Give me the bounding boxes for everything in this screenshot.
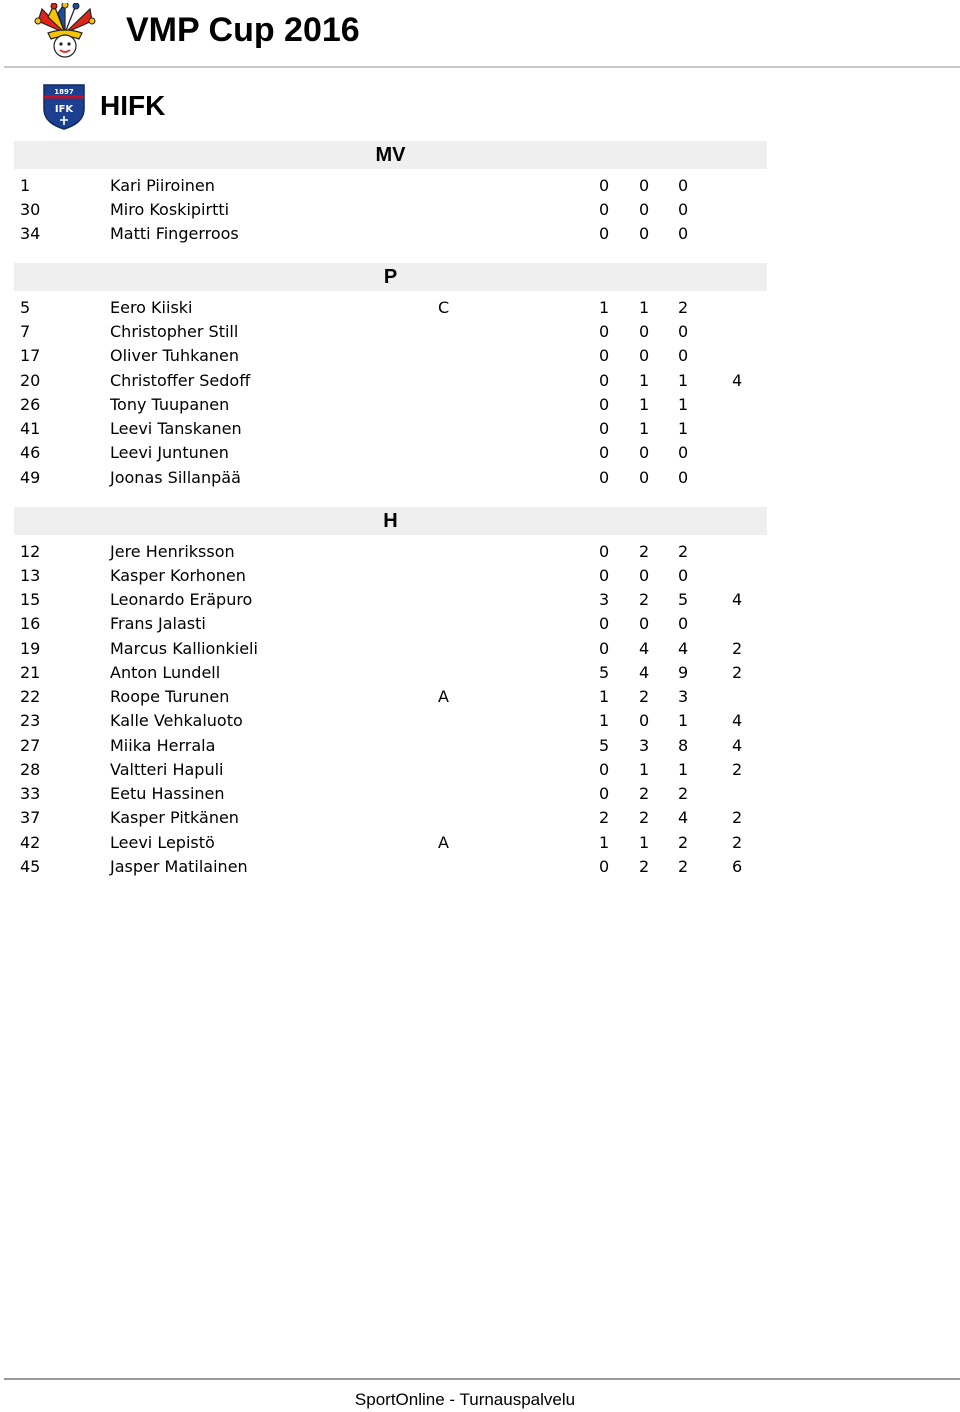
player-assists: 0	[639, 614, 650, 633]
player-number: 45	[20, 857, 41, 876]
player-penalty-minutes: 2	[732, 833, 743, 852]
player-number: 1	[20, 176, 31, 195]
player-penalty-minutes: 6	[732, 857, 743, 876]
table-row	[0, 661, 960, 685]
player-number: 19	[20, 639, 41, 658]
player-goals: 5	[599, 663, 610, 682]
table-row	[0, 441, 960, 465]
table-row	[0, 637, 960, 661]
page-header	[0, 0, 960, 66]
player-points: 2	[678, 833, 689, 852]
player-number: 26	[20, 395, 41, 414]
player-points: 1	[678, 371, 689, 390]
player-name: Leevi Juntunen	[110, 443, 229, 462]
player-assists: 2	[639, 857, 650, 876]
page-title: VMP Cup 2016	[126, 11, 360, 49]
player-goals: 0	[599, 176, 610, 195]
player-goals: 0	[599, 346, 610, 365]
player-goals: 0	[599, 200, 610, 219]
player-points: 8	[678, 736, 689, 755]
table-row	[0, 320, 960, 344]
player-number: 28	[20, 760, 41, 779]
player-goals: 5	[599, 736, 610, 755]
player-assists: 2	[639, 808, 650, 827]
player-name: Roope Turunen	[110, 687, 230, 706]
player-goals: 0	[599, 371, 610, 390]
player-goals: 0	[599, 468, 610, 487]
table-row	[0, 564, 960, 588]
table-row	[0, 344, 960, 368]
player-goals: 1	[599, 833, 610, 852]
player-points: 4	[678, 808, 689, 827]
table-row	[0, 540, 960, 564]
player-name: Eetu Hassinen	[110, 784, 225, 803]
player-name: Christopher Still	[110, 322, 239, 341]
team-name: HIFK	[100, 90, 166, 121]
player-penalty-minutes: 2	[732, 808, 743, 827]
player-penalty-minutes: 2	[732, 663, 743, 682]
player-name: Leonardo Eräpuro	[110, 590, 253, 609]
table-row	[0, 588, 960, 612]
player-number: 33	[20, 784, 41, 803]
player-points: 2	[678, 857, 689, 876]
footer-text: SportOnline - Turnauspalvelu	[354, 1390, 576, 1409]
player-name: Marcus Kallionkieli	[110, 639, 258, 658]
player-penalty-minutes: 4	[732, 736, 743, 755]
player-points: 0	[678, 322, 689, 341]
player-number: 7	[20, 322, 31, 341]
player-number: 37	[20, 808, 41, 827]
player-name: Jasper Matilainen	[110, 857, 248, 876]
player-name: Christoffer Sedoff	[110, 371, 251, 390]
player-goals: 0	[599, 419, 610, 438]
svg-text:IFK: IFK	[54, 104, 74, 115]
table-row	[0, 466, 960, 490]
player-points: 0	[678, 224, 689, 243]
table-row	[0, 806, 960, 830]
player-number: 15	[20, 590, 41, 609]
player-number: 27	[20, 736, 41, 755]
player-goals: 0	[599, 224, 610, 243]
player-number: 42	[20, 833, 41, 852]
player-number: 16	[20, 614, 41, 633]
player-points: 0	[678, 443, 689, 462]
table-row	[0, 855, 960, 879]
table-row	[0, 612, 960, 636]
player-number: 12	[20, 542, 41, 561]
player-name: Miro Koskipirtti	[110, 200, 230, 219]
player-points: 0	[678, 176, 689, 195]
player-assists: 3	[639, 736, 650, 755]
player-points: 0	[678, 468, 689, 487]
player-assists: 1	[639, 833, 650, 852]
player-assists: 2	[639, 784, 650, 803]
player-points: 0	[678, 614, 689, 633]
svg-text:1897: 1897	[54, 88, 74, 96]
player-penalty-minutes: 4	[732, 590, 743, 609]
player-assists: 0	[639, 711, 650, 730]
player-role: A	[438, 687, 449, 706]
player-assists: 1	[639, 298, 650, 317]
player-name: Joonas Sillanpää	[110, 468, 241, 487]
player-name: Kasper Korhonen	[110, 566, 246, 585]
player-name: Valtteri Hapuli	[110, 760, 224, 779]
header-divider	[4, 66, 960, 68]
player-number: 30	[20, 200, 41, 219]
player-goals: 2	[599, 808, 610, 827]
player-assists: 1	[639, 419, 650, 438]
table-row	[0, 417, 960, 441]
table-row	[0, 734, 960, 758]
player-goals: 0	[599, 784, 610, 803]
player-name: Kalle Vehkaluoto	[110, 711, 243, 730]
player-goals: 0	[599, 322, 610, 341]
player-name: Leevi Tanskanen	[110, 419, 242, 438]
player-points: 4	[678, 639, 689, 658]
player-name: Kasper Pitkänen	[110, 808, 239, 827]
player-number: 17	[20, 346, 41, 365]
player-goals: 1	[599, 298, 610, 317]
footer-divider	[4, 1378, 960, 1380]
table-row	[0, 709, 960, 733]
player-goals: 0	[599, 760, 610, 779]
player-points: 1	[678, 419, 689, 438]
player-goals: 1	[599, 687, 610, 706]
player-points: 0	[678, 346, 689, 365]
player-number: 49	[20, 468, 41, 487]
table-row	[0, 782, 960, 806]
player-goals: 0	[599, 566, 610, 585]
player-number: 34	[20, 224, 41, 243]
player-name: Kari Piiroinen	[110, 176, 215, 195]
player-number: 46	[20, 443, 41, 462]
jester-logo-icon	[34, 3, 96, 59]
player-assists: 0	[639, 468, 650, 487]
player-goals: 0	[599, 443, 610, 462]
player-points: 0	[678, 566, 689, 585]
player-assists: 0	[639, 224, 650, 243]
player-number: 23	[20, 711, 41, 730]
player-number: 41	[20, 419, 41, 438]
player-goals: 0	[599, 395, 610, 414]
player-name: Miika Herrala	[110, 736, 216, 755]
section-header-forwards: H	[14, 507, 767, 535]
player-name: Leevi Lepistö	[110, 833, 215, 852]
player-assists: 0	[639, 322, 650, 341]
player-number: 13	[20, 566, 41, 585]
player-points: 2	[678, 542, 689, 561]
table-row	[0, 831, 960, 855]
player-goals: 0	[599, 639, 610, 658]
table-row	[0, 685, 960, 709]
section-header-defense: P	[14, 263, 767, 291]
player-points: 1	[678, 395, 689, 414]
hifk-crest-icon	[40, 81, 88, 131]
player-points: 3	[678, 687, 689, 706]
player-assists: 0	[639, 346, 650, 365]
player-assists: 0	[639, 566, 650, 585]
table-row	[0, 296, 960, 320]
player-assists: 0	[639, 200, 650, 219]
player-name: Oliver Tuhkanen	[110, 346, 239, 365]
section-header-goalies: MV	[14, 141, 767, 169]
player-assists: 2	[639, 590, 650, 609]
player-assists: 1	[639, 760, 650, 779]
player-name: Eero Kiiski	[110, 298, 193, 317]
player-penalty-minutes: 2	[732, 760, 743, 779]
player-goals: 0	[599, 542, 610, 561]
player-penalty-minutes: 4	[732, 371, 743, 390]
player-points: 9	[678, 663, 689, 682]
player-points: 1	[678, 760, 689, 779]
player-assists: 0	[639, 176, 650, 195]
player-points: 5	[678, 590, 689, 609]
player-name: Tony Tuupanen	[110, 395, 230, 414]
player-points: 0	[678, 200, 689, 219]
player-number: 20	[20, 371, 41, 390]
player-name: Jere Henriksson	[110, 542, 235, 561]
player-points: 2	[678, 298, 689, 317]
player-name: Frans Jalasti	[110, 614, 206, 633]
table-row	[0, 174, 960, 198]
player-assists: 0	[639, 443, 650, 462]
table-row	[0, 393, 960, 417]
player-assists: 4	[639, 663, 650, 682]
player-goals: 1	[599, 711, 610, 730]
player-goals: 3	[599, 590, 610, 609]
player-assists: 1	[639, 371, 650, 390]
table-row	[0, 758, 960, 782]
player-role: A	[438, 833, 449, 852]
player-name: Matti Fingerroos	[110, 224, 239, 243]
player-penalty-minutes: 4	[732, 711, 743, 730]
player-assists: 4	[639, 639, 650, 658]
table-row	[0, 222, 960, 246]
player-name: Anton Lundell	[110, 663, 221, 682]
player-role: C	[438, 298, 450, 317]
player-penalty-minutes: 2	[732, 639, 743, 658]
player-goals: 0	[599, 857, 610, 876]
player-assists: 2	[639, 542, 650, 561]
table-row	[0, 198, 960, 222]
player-number: 21	[20, 663, 41, 682]
table-row	[0, 369, 960, 393]
player-assists: 1	[639, 395, 650, 414]
player-points: 1	[678, 711, 689, 730]
player-number: 5	[20, 298, 31, 317]
player-points: 2	[678, 784, 689, 803]
player-goals: 0	[599, 614, 610, 633]
player-number: 22	[20, 687, 41, 706]
player-assists: 2	[639, 687, 650, 706]
